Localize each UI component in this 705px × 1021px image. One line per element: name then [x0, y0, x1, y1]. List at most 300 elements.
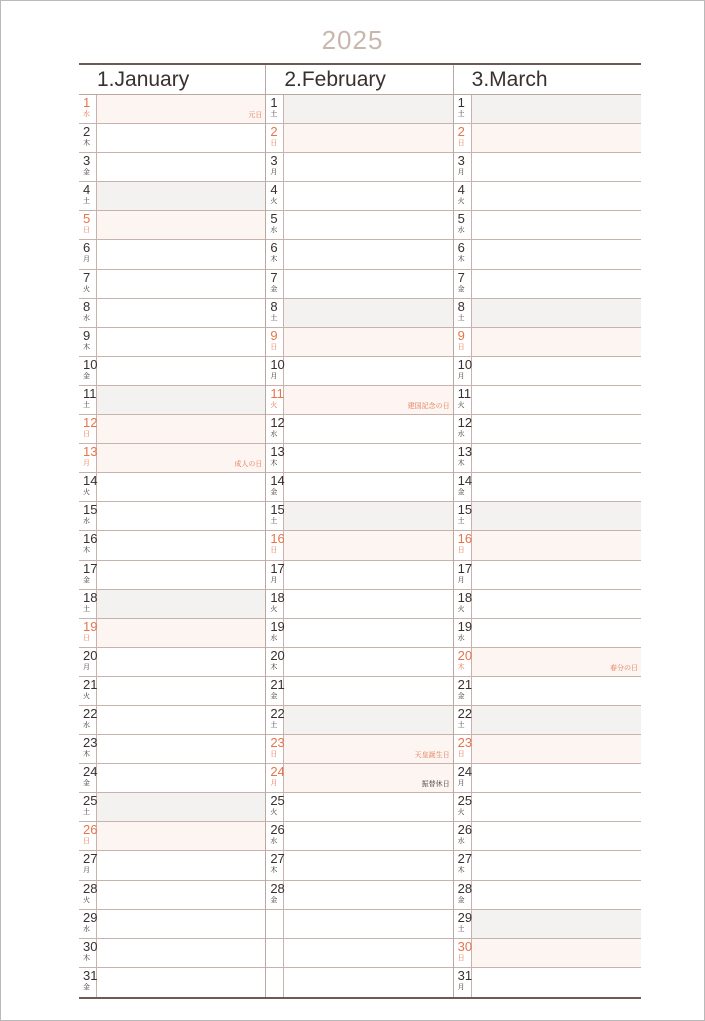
day-row[interactable] — [454, 881, 641, 910]
day-row[interactable] — [454, 473, 641, 502]
day-number: 21 — [270, 676, 285, 692]
day-number: 13 — [270, 444, 285, 460]
note-area[interactable] — [472, 910, 641, 938]
month-column — [79, 65, 266, 997]
date-cell — [266, 968, 284, 997]
date-cell — [454, 881, 472, 909]
note-area[interactable] — [472, 211, 641, 239]
day-row[interactable] — [79, 881, 265, 910]
note-area[interactable] — [97, 270, 265, 298]
note-area[interactable] — [284, 124, 452, 152]
date-cell — [266, 153, 284, 181]
note-area[interactable] — [284, 910, 452, 938]
note-area[interactable] — [284, 706, 452, 734]
day-row[interactable] — [454, 619, 641, 648]
note-area[interactable] — [472, 473, 641, 501]
note-area[interactable] — [284, 590, 452, 618]
day-number: 29 — [457, 909, 473, 925]
day-number: 6 — [270, 240, 278, 256]
day-number: 9 — [457, 327, 465, 343]
day-number: 1 — [270, 95, 278, 110]
day-number: 3 — [83, 153, 91, 169]
weekday-label: 火 — [83, 285, 90, 293]
note-area[interactable] — [97, 415, 265, 443]
note-area[interactable] — [472, 561, 641, 589]
day-row[interactable] — [266, 851, 452, 880]
day-row[interactable] — [79, 706, 265, 735]
day-row[interactable] — [266, 968, 452, 997]
day-row[interactable] — [79, 240, 265, 269]
note-area[interactable] — [472, 531, 641, 559]
note-area[interactable] — [284, 328, 452, 356]
note-area[interactable] — [97, 939, 265, 967]
day-row[interactable] — [266, 648, 452, 677]
note-area[interactable] — [284, 502, 452, 530]
day-row[interactable] — [454, 851, 641, 880]
day-number: 28 — [83, 880, 98, 896]
day-row[interactable] — [79, 910, 265, 939]
day-row[interactable] — [454, 910, 641, 939]
note-area[interactable] — [97, 590, 265, 618]
day-number: 23 — [83, 735, 98, 751]
day-row[interactable] — [266, 95, 452, 124]
note-area[interactable] — [472, 415, 641, 443]
day-row[interactable] — [79, 95, 265, 124]
day-row[interactable] — [79, 939, 265, 968]
weekday-label: 木 — [457, 460, 465, 468]
day-number: 24 — [457, 764, 473, 780]
day-number: 11 — [457, 385, 472, 401]
day-row[interactable] — [266, 502, 452, 531]
note-area[interactable] — [97, 881, 265, 909]
note-area[interactable] — [97, 444, 265, 472]
weekday-label: 木 — [270, 867, 278, 875]
day-row[interactable] — [454, 444, 641, 473]
day-number: 12 — [270, 415, 285, 431]
weekday-label: 月 — [457, 983, 465, 991]
note-area[interactable] — [97, 531, 265, 559]
day-row[interactable] — [79, 270, 265, 299]
weekday-label: 金 — [457, 489, 465, 497]
note-area[interactable] — [284, 95, 452, 123]
day-row[interactable] — [454, 124, 641, 153]
day-row[interactable] — [266, 240, 452, 269]
day-number: 19 — [270, 618, 285, 634]
day-row[interactable] — [266, 153, 452, 182]
day-row[interactable] — [79, 211, 265, 240]
note-area[interactable] — [284, 764, 452, 792]
day-number: 17 — [83, 560, 98, 576]
note-area[interactable] — [284, 270, 452, 298]
note-area[interactable] — [472, 706, 641, 734]
day-row[interactable] — [79, 590, 265, 619]
day-number: 21 — [457, 676, 473, 692]
day-row[interactable] — [79, 677, 265, 706]
day-number: 25 — [83, 793, 98, 809]
note-area[interactable] — [284, 939, 452, 967]
note-area[interactable] — [97, 619, 265, 647]
note-area[interactable] — [472, 939, 641, 967]
weekday-label: 金 — [83, 169, 90, 177]
note-area[interactable] — [472, 735, 641, 763]
note-area[interactable] — [97, 822, 265, 850]
note-area[interactable] — [97, 153, 265, 181]
weekday-label: 水 — [270, 227, 278, 235]
day-row[interactable] — [79, 357, 265, 386]
note-area[interactable] — [284, 968, 452, 997]
weekday-label: 金 — [270, 489, 278, 497]
note-area[interactable] — [284, 851, 452, 879]
weekday-label: 日 — [457, 140, 465, 148]
day-number: 30 — [457, 938, 473, 954]
note-area[interactable] — [284, 299, 452, 327]
day-number: 11 — [270, 385, 284, 401]
day-number: 26 — [83, 822, 98, 838]
note-area[interactable] — [472, 153, 641, 181]
day-row[interactable] — [266, 619, 452, 648]
day-row[interactable] — [454, 706, 641, 735]
note-area[interactable] — [97, 357, 265, 385]
date-cell — [266, 910, 284, 938]
day-row[interactable] — [266, 561, 452, 590]
day-row[interactable] — [266, 444, 452, 473]
date-cell — [454, 561, 472, 589]
note-area[interactable] — [284, 386, 452, 414]
day-row[interactable] — [266, 473, 452, 502]
day-row[interactable] — [79, 735, 265, 764]
day-number: 3 — [457, 153, 465, 169]
note-area[interactable] — [97, 764, 265, 792]
note-area[interactable] — [472, 95, 641, 123]
day-row[interactable] — [266, 415, 452, 444]
note-area[interactable] — [284, 735, 452, 763]
day-row[interactable] — [79, 299, 265, 328]
date-cell — [266, 415, 284, 443]
note-area[interactable] — [284, 881, 452, 909]
day-row[interactable] — [79, 415, 265, 444]
note-area[interactable] — [284, 211, 452, 239]
month-title: 1.January — [79, 65, 265, 95]
date-cell — [79, 590, 97, 618]
day-row[interactable] — [266, 735, 452, 764]
date-cell — [454, 764, 472, 792]
day-row[interactable] — [454, 415, 641, 444]
day-row[interactable] — [266, 910, 452, 939]
note-area[interactable] — [284, 153, 452, 181]
day-row[interactable] — [79, 764, 265, 793]
weekday-label: 金 — [83, 576, 90, 584]
day-number: 31 — [83, 967, 98, 983]
day-row[interactable] — [266, 211, 452, 240]
date-cell — [454, 270, 472, 298]
note-area[interactable] — [472, 677, 641, 705]
note-area[interactable] — [284, 793, 452, 821]
weekday-label: 土 — [270, 111, 278, 118]
day-row[interactable] — [266, 124, 452, 153]
weekday-label: 土 — [83, 605, 90, 613]
note-area[interactable] — [284, 182, 452, 210]
date-cell — [454, 619, 472, 647]
weekday-label: 木 — [83, 751, 90, 759]
day-row[interactable] — [454, 735, 641, 764]
weekday-label: 月 — [270, 169, 278, 177]
day-row[interactable] — [79, 386, 265, 415]
weekday-label: 土 — [457, 314, 465, 322]
date-cell — [79, 328, 97, 356]
note-area[interactable] — [472, 328, 641, 356]
day-row[interactable] — [266, 764, 452, 793]
day-row[interactable] — [79, 851, 265, 880]
day-number: 16 — [83, 531, 98, 547]
weekday-label: 水 — [457, 838, 465, 846]
day-row[interactable] — [266, 590, 452, 619]
note-area[interactable] — [97, 299, 265, 327]
note-area[interactable] — [284, 822, 452, 850]
date-cell — [266, 240, 284, 268]
note-area[interactable] — [472, 590, 641, 618]
note-area[interactable] — [97, 240, 265, 268]
day-row[interactable] — [79, 153, 265, 182]
day-number: 10 — [83, 356, 98, 372]
day-row[interactable] — [79, 619, 265, 648]
weekday-label: 月 — [270, 780, 278, 788]
weekday-label: 火 — [457, 198, 465, 206]
date-cell — [266, 590, 284, 618]
day-row[interactable] — [454, 386, 641, 415]
note-area[interactable] — [97, 124, 265, 152]
day-row[interactable] — [79, 473, 265, 502]
note-area[interactable] — [472, 968, 641, 997]
day-number: 15 — [270, 502, 285, 518]
day-number: 18 — [270, 589, 285, 605]
note-area[interactable] — [97, 706, 265, 734]
date-cell — [79, 444, 97, 472]
day-row[interactable] — [79, 561, 265, 590]
weekday-label: 水 — [83, 518, 90, 526]
day-number: 5 — [83, 211, 91, 227]
note-area[interactable] — [472, 619, 641, 647]
day-number: 18 — [83, 589, 98, 605]
day-number: 2 — [83, 124, 91, 140]
day-number: 5 — [457, 211, 465, 227]
note-area[interactable] — [472, 182, 641, 210]
note-area[interactable] — [97, 386, 265, 414]
note-area[interactable] — [97, 95, 265, 123]
day-row[interactable] — [266, 270, 452, 299]
month-column — [454, 65, 641, 997]
day-row[interactable] — [79, 182, 265, 211]
note-area[interactable] — [97, 502, 265, 530]
day-row[interactable] — [454, 822, 641, 851]
day-row[interactable] — [454, 502, 641, 531]
note-area[interactable] — [97, 182, 265, 210]
day-row[interactable] — [79, 648, 265, 677]
day-row[interactable] — [266, 939, 452, 968]
note-area[interactable] — [472, 357, 641, 385]
note-area[interactable] — [472, 881, 641, 909]
date-cell — [454, 531, 472, 559]
note-area[interactable] — [97, 473, 265, 501]
day-row[interactable] — [454, 793, 641, 822]
note-area[interactable] — [284, 240, 452, 268]
date-cell — [79, 270, 97, 298]
note-area[interactable] — [472, 299, 641, 327]
note-area[interactable] — [284, 648, 452, 676]
note-area[interactable] — [97, 968, 265, 997]
note-area[interactable] — [97, 793, 265, 821]
day-number: 6 — [83, 240, 91, 256]
date-cell — [454, 502, 472, 530]
weekday-label: 水 — [83, 314, 90, 322]
day-number: 27 — [270, 851, 285, 867]
day-row[interactable] — [454, 95, 641, 124]
note-area[interactable] — [284, 677, 452, 705]
date-cell — [454, 328, 472, 356]
date-cell — [266, 270, 284, 298]
day-row[interactable] — [454, 968, 641, 997]
note-area[interactable] — [472, 822, 641, 850]
note-area[interactable] — [472, 764, 641, 792]
note-area[interactable] — [472, 124, 641, 152]
day-row[interactable] — [79, 328, 265, 357]
day-row[interactable] — [266, 357, 452, 386]
day-row[interactable] — [79, 822, 265, 851]
day-row[interactable] — [454, 561, 641, 590]
weekday-label: 木 — [270, 256, 278, 264]
note-area[interactable] — [97, 648, 265, 676]
note-area[interactable] — [472, 240, 641, 268]
note-area[interactable] — [97, 328, 265, 356]
day-row[interactable] — [454, 153, 641, 182]
day-row[interactable] — [266, 881, 452, 910]
day-row[interactable] — [79, 124, 265, 153]
day-row[interactable] — [454, 677, 641, 706]
day-number: 24 — [270, 764, 285, 780]
day-row[interactable] — [454, 648, 641, 677]
weekday-label: 月 — [270, 576, 278, 584]
note-area[interactable] — [284, 357, 452, 385]
day-row[interactable] — [266, 299, 452, 328]
day-row[interactable] — [79, 531, 265, 560]
note-area[interactable] — [284, 444, 452, 472]
note-area[interactable] — [472, 502, 641, 530]
day-row[interactable] — [79, 793, 265, 822]
day-row[interactable] — [266, 793, 452, 822]
day-row[interactable] — [454, 328, 641, 357]
weekday-label: 金 — [457, 692, 465, 700]
day-number: 24 — [83, 764, 98, 780]
day-number: 9 — [83, 327, 91, 343]
day-row[interactable] — [266, 328, 452, 357]
date-cell — [79, 939, 97, 967]
note-area[interactable] — [97, 561, 265, 589]
day-row[interactable] — [454, 182, 641, 211]
date-cell — [79, 619, 97, 647]
weekday-label: 日 — [83, 634, 90, 642]
day-number: 20 — [457, 647, 473, 663]
day-row[interactable] — [454, 299, 641, 328]
day-number: 26 — [270, 822, 285, 838]
note-area[interactable] — [284, 561, 452, 589]
note-area[interactable] — [472, 793, 641, 821]
weekday-label: 火 — [270, 809, 278, 817]
note-area[interactable] — [97, 677, 265, 705]
day-row[interactable] — [266, 822, 452, 851]
date-cell — [454, 95, 472, 123]
note-area[interactable] — [472, 444, 641, 472]
note-area[interactable] — [284, 619, 452, 647]
date-cell — [454, 211, 472, 239]
note-area[interactable] — [472, 851, 641, 879]
date-cell — [266, 822, 284, 850]
day-row[interactable] — [266, 706, 452, 735]
day-row[interactable] — [266, 182, 452, 211]
note-area[interactable] — [97, 910, 265, 938]
day-row[interactable] — [454, 590, 641, 619]
weekday-label: 月 — [83, 460, 90, 468]
note-area[interactable] — [97, 735, 265, 763]
note-area[interactable] — [97, 851, 265, 879]
date-cell — [79, 968, 97, 997]
day-number: 2 — [270, 124, 278, 140]
day-number: 2 — [457, 124, 465, 140]
weekday-label: 日 — [457, 751, 465, 759]
note-area[interactable] — [284, 531, 452, 559]
weekday-label: 金 — [270, 285, 278, 293]
day-row[interactable] — [79, 444, 265, 473]
day-row[interactable] — [266, 531, 452, 560]
day-row[interactable] — [454, 240, 641, 269]
day-row[interactable] — [79, 502, 265, 531]
weekday-label: 火 — [457, 401, 465, 409]
weekday-label: 日 — [457, 343, 465, 351]
day-row[interactable] — [79, 968, 265, 997]
weekday-label: 土 — [83, 809, 90, 817]
weekday-label: 火 — [457, 605, 465, 613]
note-area[interactable] — [472, 270, 641, 298]
day-row[interactable] — [454, 211, 641, 240]
day-number: 22 — [457, 705, 473, 721]
note-area[interactable] — [472, 386, 641, 414]
day-number: 20 — [270, 647, 285, 663]
date-cell — [266, 677, 284, 705]
day-row[interactable] — [454, 357, 641, 386]
note-area[interactable] — [284, 473, 452, 501]
day-number: 3 — [270, 153, 278, 169]
day-row[interactable] — [266, 677, 452, 706]
day-row[interactable] — [454, 939, 641, 968]
holiday-label: 成人の日 — [234, 461, 263, 469]
day-number: 4 — [457, 182, 465, 198]
date-cell — [454, 153, 472, 181]
weekday-label: 火 — [457, 809, 465, 817]
note-area[interactable] — [284, 415, 452, 443]
date-cell — [454, 735, 472, 763]
date-cell — [79, 677, 97, 705]
day-row[interactable] — [454, 764, 641, 793]
date-cell — [266, 706, 284, 734]
weekday-label: 金 — [83, 372, 90, 380]
note-area[interactable] — [472, 648, 641, 676]
note-area[interactable] — [97, 211, 265, 239]
date-cell — [454, 793, 472, 821]
day-number: 16 — [270, 531, 285, 547]
day-row[interactable] — [266, 386, 452, 415]
day-number: 8 — [83, 298, 91, 314]
day-row[interactable] — [454, 270, 641, 299]
date-cell — [454, 386, 472, 414]
day-row[interactable] — [454, 531, 641, 560]
